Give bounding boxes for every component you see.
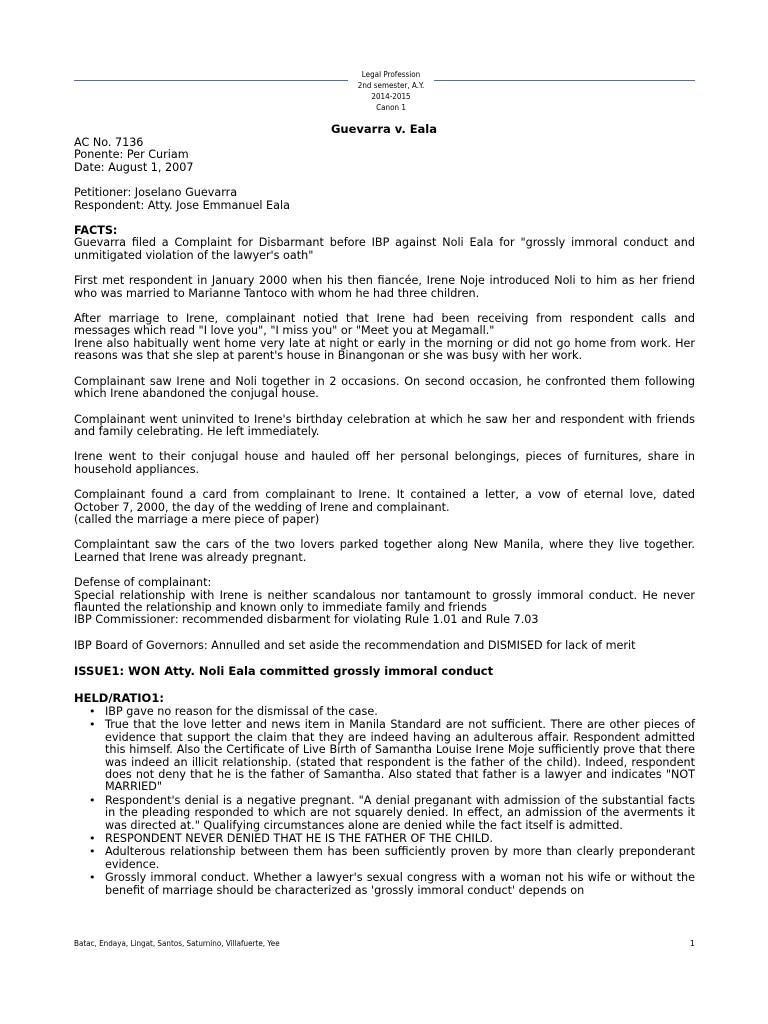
held-item-text: Grossly immoral conduct. Whether a lawyer's sexual congress with a woman not his wife or without the benefit of marriage should be characterized as 'grossly immoral conduct' depends on (105, 871, 695, 897)
parties (74, 187, 695, 212)
defense-paragraph-1: Special relationship with Irene is neither scandalous nor tantamount to grossly immoral conduct. He never flaunted the relationship and known only to immediate family and friends (74, 588, 695, 614)
issue-1: ISSUE1: WON Atty. Noli Eala committed grossly immoral conduct (74, 664, 494, 679)
facts-paragraph-2: First met respondent in January 2000 when his then fiancée, Irene Noje introduced Noli to him as her friend who was married to Marianne Tantoco with whom he had three children. (74, 274, 695, 300)
held-item (74, 795, 695, 832)
petitioner: Petitioner: Joselano Guevarra (74, 186, 238, 200)
held-item-text: IBP gave no reason for the dismissal of the case. (105, 705, 378, 718)
facts-paragraph-3b: Irene also habitually went home very late at night or early in the morning or did not go home from work. Her reasons was that she slep at parent's house in Binangonan or she was busy with her work. (74, 336, 695, 363)
bullet-icon: • (89, 793, 96, 807)
facts-paragraph-1: Guevarra filed a Complaint for Disbarmant before IBP against Noli Eala for "grossly immoral conduct and unmitigated violation of the lawyer's oath" (74, 236, 695, 262)
held-item-text: Respondent's denial is a negative pregnant. "A denial preganant with admission of the substantial facts in the pleading responded to which are not squarely denied. In effect, an admission of the averments it was directed at." Qualifying circumstances alone are denied while the fact itself is admitted. (105, 793, 695, 832)
facts-paragraph-7b: (called the marriage a mere piece of paper) (74, 512, 320, 526)
case-info (74, 137, 695, 174)
facts-paragraph-8: Complaintant saw the cars of the two lovers parked together along New Manila, where they live together. Learned that Irene was already pregnant. (74, 538, 695, 564)
facts-paragraph-3a: After marriage to Irene, complainant notied that Irene had been receiving from respondent calls and messages which read "I love you", "I miss you" or "Meet you at Megamall." (74, 312, 695, 338)
held-heading: HELD/RATIO1: (74, 690, 164, 705)
header-rule-left (74, 80, 348, 81)
held-item (74, 719, 695, 793)
held-item-text: True that the love letter and news item in Manila Standard are not sufficient. There are other pieces of evidence that support the claim that they are indeed having an adulterous affair. Respondent admitted this himself. Also the Certificate of Live Birth of Samantha Louise Irene Moje sufficiently prove that there was indeed an illicit relationship. (stated that respondent is the father of the child). Indeed, respondent does not deny that he is the father of Samantha. Also stated that father is a lawyer and indicates "NOT MARRIED" (105, 718, 695, 794)
bullet-icon: • (89, 705, 96, 718)
facts-paragraph-3 (74, 313, 695, 363)
facts-paragraph-7a: Complainant found a card from complainant to Irene. It contained a letter, a vow of eternal love, dated October 7, 2000, the day of the wedding of Irene and complainant. (74, 488, 695, 514)
defense-heading: Defense of complainant: (74, 576, 212, 590)
facts-paragraph-5: Complainant went uninvited to Irene's birthday celebration at which he saw her and respondent with friends and family celebrating. He left immediately. (74, 412, 695, 438)
header-course: Legal Profession (361, 70, 421, 79)
held-item (74, 706, 695, 718)
ac-number: AC No. 7136 (74, 136, 144, 149)
defense-section (74, 577, 695, 627)
respondent: Respondent: Atty. Jose Emmanuel Eala (74, 198, 290, 212)
header-semester: 2nd semester, A.Y. 2014-2015 (357, 81, 425, 101)
header-rule-right (434, 80, 695, 81)
held-item (74, 833, 695, 845)
header-canon: Canon 1 (376, 103, 406, 112)
facts-paragraph-7 (74, 489, 695, 526)
bullet-icon: • (89, 832, 96, 846)
held-item-text: Adulterous relationship between them has been sufficiently proven by more than clearly preponderant evidence. (105, 845, 695, 871)
facts-section (74, 225, 695, 262)
document-body (74, 137, 695, 898)
bullet-icon: • (89, 845, 96, 859)
bullet-icon: • (89, 871, 96, 885)
ibp-board-ruling: IBP Board of Governors: Annulled and set aside the recommendation and DISMISED for lack of merit (74, 638, 636, 652)
held-item-text: RESPONDENT NEVER DENIED THAT HE IS THE FATHER OF THE CHILD. (105, 832, 494, 846)
held-list (74, 706, 695, 897)
decision-date: Date: August 1, 2007 (74, 160, 194, 174)
facts-paragraph-4: Complainant saw Irene and Noli together in 2 occasions. On second occasion, he confronted them following which Irene abandoned the conjugal house. (74, 374, 695, 401)
facts-paragraph-6: Irene went to their conjugal house and hauled off her personal belongings, pieces of furnitures, share in household appliances. (74, 450, 695, 476)
page-footer (74, 938, 695, 950)
facts-heading: FACTS: (74, 224, 118, 238)
header-text (351, 69, 432, 113)
page-number: 1 (689, 939, 695, 948)
ponente: Ponente: Per Curiam (74, 148, 189, 162)
case-title: Guevarra v. Eala (330, 122, 438, 136)
bullet-icon: • (89, 718, 96, 732)
held-item (74, 846, 695, 871)
held-item (74, 872, 695, 897)
page-header (0, 69, 768, 115)
ibp-commissioner: IBP Commissioner: recommended disbarment for violating Rule 1.01 and Rule 7.03 (74, 613, 539, 627)
footer-authors: Batac, Endaya, Lingat, Santos, Saturnino, Villafuerte, Yee (74, 939, 280, 948)
